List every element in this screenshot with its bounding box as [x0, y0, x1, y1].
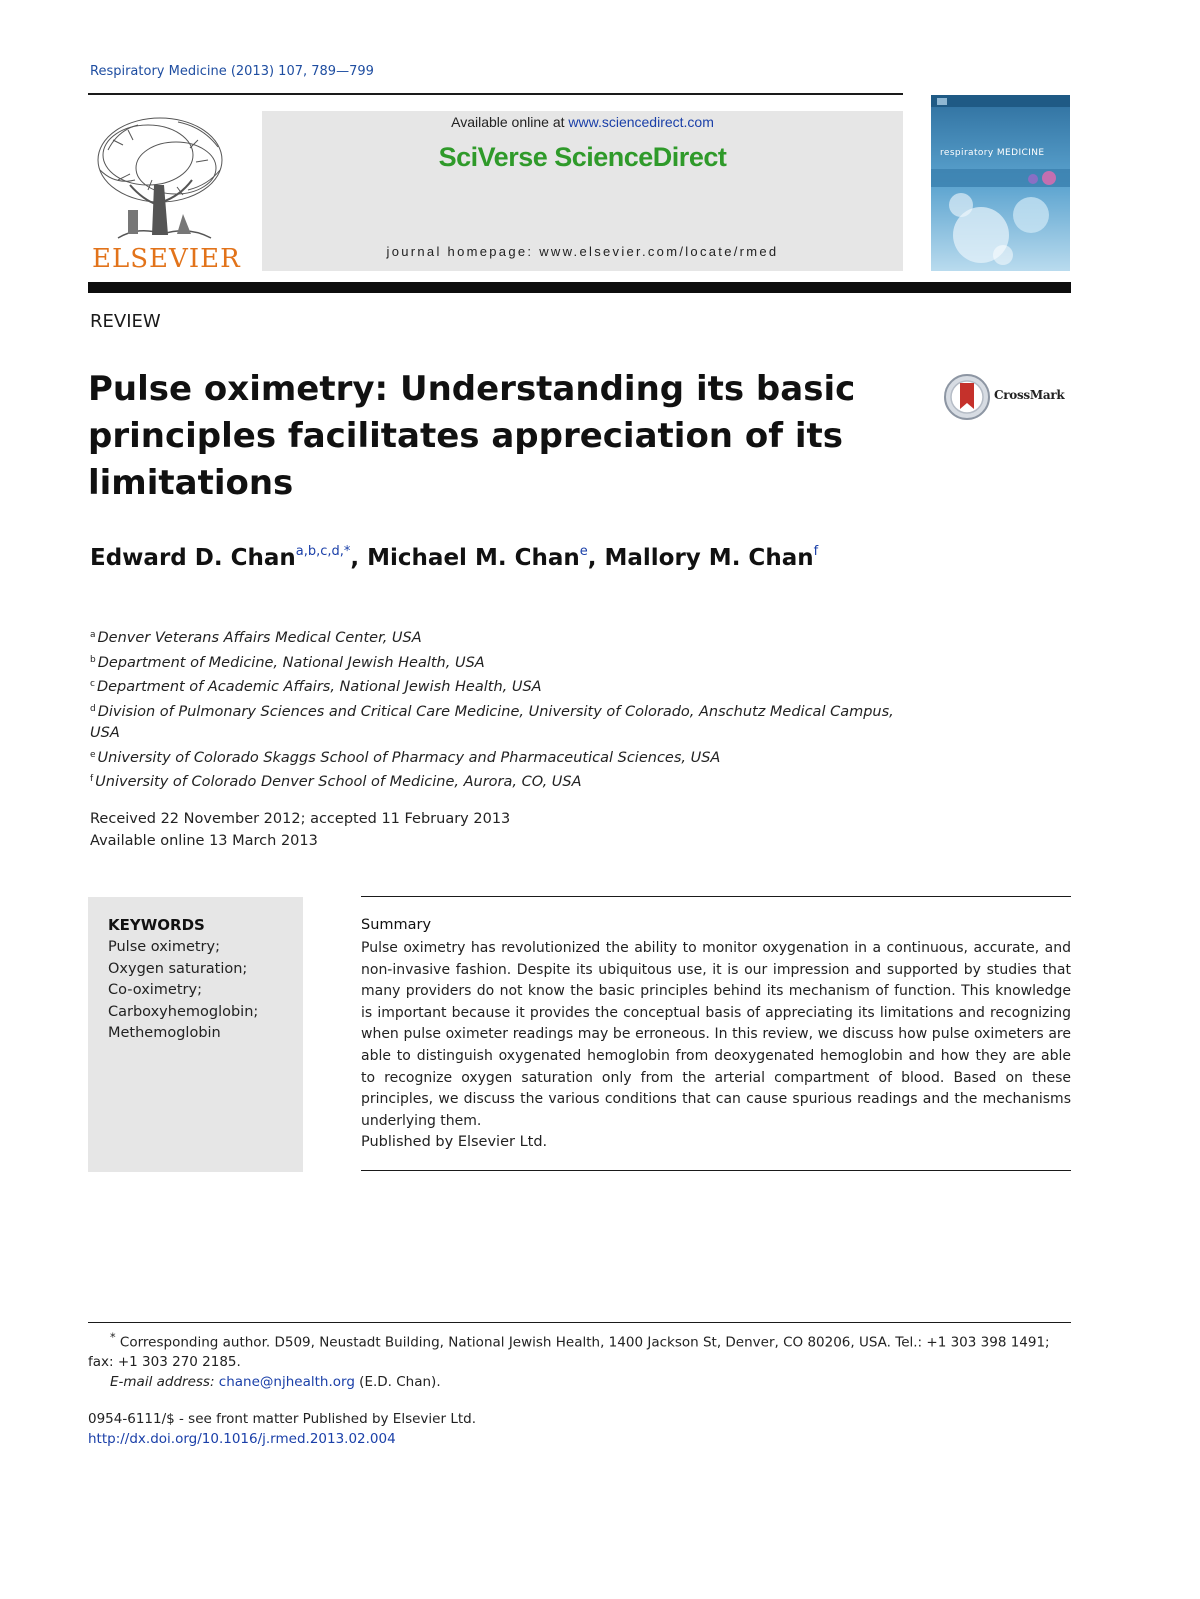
issn-line: 0954-6111/$ - see front matter Published by Elsevier Ltd.	[88, 1411, 476, 1427]
affiliation-text: University of Colorado Skaggs School of Pharmacy and Pharmaceutical Sciences, USA	[97, 749, 721, 766]
article-title: Pulse oximetry: Understanding its basic principles facilitates appreciation of its limitations	[88, 369, 856, 503]
summary-heading: Summary	[361, 917, 432, 933]
summary-text: Pulse oximetry has revolutionized the ability to monitor oxygenation in a continuous, accurate, and non-invasive fashion. Despite its ubiquitous use, it is our impression and supported by studies that many providers do not know the basic principles behind its mechanism of function. This knowledge is important because it provides the conceptual basis of appreciating its limitations and recognizing when pulse oximeter readings may be erroneous. In this review, we discuss how pulse oximeters are able to distinguish oxygenated hemoglobin from deoxygenated hemoglobin and how they are able to recognize oxygen saturation only from the arterial compartment of blood. Based on these principles, we discuss the various conditions that can cause spurious readings and the mechanisms underlying them.	[361, 940, 1071, 1129]
footnote-rule	[88, 1322, 1071, 1323]
elsevier-wordmark: ELSEVIER	[92, 244, 241, 274]
available-prefix: Available online at	[451, 114, 569, 130]
corresponding-author-text: Corresponding author. D509, Neustadt Building, National Jewish Health, 1400 Jackson St, Denver, CO 80206, USA. Tel.: +1 303 398 1491; fax: +1 303 270 2185.	[88, 1334, 1050, 1370]
affiliation-key: a	[90, 630, 96, 640]
affiliation-key: f	[90, 774, 94, 784]
affiliation-item	[90, 625, 920, 650]
footnote-marker: *	[110, 1331, 116, 1344]
affiliation-item	[90, 699, 920, 745]
affiliation-text: University of Colorado Denver School of Medicine, Aurora, CO, USA	[95, 774, 582, 790]
summary-bottom-rule	[361, 1170, 1071, 1171]
journal-cover-image	[931, 95, 1070, 271]
affiliation-item	[90, 745, 920, 770]
keywords-list	[108, 937, 258, 1045]
keyword-item: Co-oximetry;	[108, 982, 202, 998]
keyword-item: Pulse oximetry;	[108, 939, 220, 955]
author-name: Michael M. Chan	[367, 545, 580, 571]
affiliation-key: b	[90, 654, 96, 665]
author-affiliation-marks[interactable]: e	[579, 544, 588, 559]
sciverse-brand: SciVerse ScienceDirect	[438, 142, 727, 172]
affiliation-list	[90, 625, 920, 794]
journal-homepage[interactable]: journal homepage: www.elsevier.com/locate/rmed	[386, 244, 779, 259]
affiliation-item	[90, 674, 920, 699]
summary-top-rule	[361, 896, 1071, 897]
keyword-item: Carboxyhemoglobin;	[108, 1003, 259, 1020]
keywords-heading: KEYWORDS	[108, 916, 205, 934]
header-thick-rule	[88, 282, 1071, 293]
available-online-line	[262, 114, 903, 130]
keyword-item: Methemoglobin	[108, 1025, 221, 1041]
crossmark-icon[interactable]	[943, 373, 991, 421]
corresponding-author-footnote	[88, 1328, 1071, 1392]
affiliation-text: Division of Pulmonary Sciences and Critical Care Medicine, University of Colorado, Anschutz Medical Campus, USA	[90, 703, 894, 741]
author-affiliation-marks[interactable]: f	[813, 544, 819, 559]
journal-cover-title: respiratory MEDICINE	[940, 148, 1045, 158]
received-date: Received 22 November 2012; accepted 11 February 2013	[90, 811, 511, 827]
affiliation-key: d	[90, 703, 96, 714]
corresponding-author-line	[88, 1328, 1071, 1373]
email-link[interactable]: chane@njhealth.org	[218, 1373, 355, 1390]
email-suffix: (E.D. Chan).	[354, 1373, 441, 1390]
affiliation-text: Department of Medicine, National Jewish Health, USA	[97, 654, 485, 671]
affiliation-text: Department of Academic Affairs, National Jewish Health, USA	[96, 679, 542, 695]
email-line	[88, 1373, 1071, 1393]
author-list: Edward D. Chan$^{a,b,c,d,*}$, Michael M. Chan$^e$, Mallory M. Chan$^f$	[90, 544, 819, 571]
author-name: Mallory M. Chan	[604, 545, 814, 571]
affiliation-key: c	[90, 679, 95, 689]
article-dates	[90, 809, 510, 852]
available-online-date: Available online 13 March 2013	[90, 832, 318, 849]
author-affiliation-marks[interactable]: a,b,c,d,*	[295, 544, 351, 559]
article-section-label: REVIEW	[90, 311, 161, 332]
affiliation-key: e	[90, 749, 96, 760]
header-rule	[88, 93, 903, 95]
keyword-item: Oxygen saturation;	[108, 960, 248, 977]
affiliation-item	[90, 650, 920, 675]
affiliation-text: Denver Veterans Affairs Medical Center, USA	[97, 630, 422, 646]
email-label: E-mail address:	[110, 1373, 219, 1390]
crossmark-label[interactable]: CrossMark	[994, 388, 1065, 402]
front-matter-info	[88, 1410, 476, 1449]
doi-link[interactable]: http://dx.doi.org/10.1016/j.rmed.2013.02.004	[88, 1430, 396, 1447]
author-name: Edward D. Chan	[90, 545, 296, 571]
affiliation-item	[90, 769, 920, 794]
journal-citation[interactable]: Respiratory Medicine (2013) 107, 789—799	[90, 64, 374, 79]
sciencedirect-link[interactable]: www.sciencedirect.com	[568, 114, 714, 130]
summary-published-by: Published by Elsevier Ltd.	[361, 1134, 548, 1150]
